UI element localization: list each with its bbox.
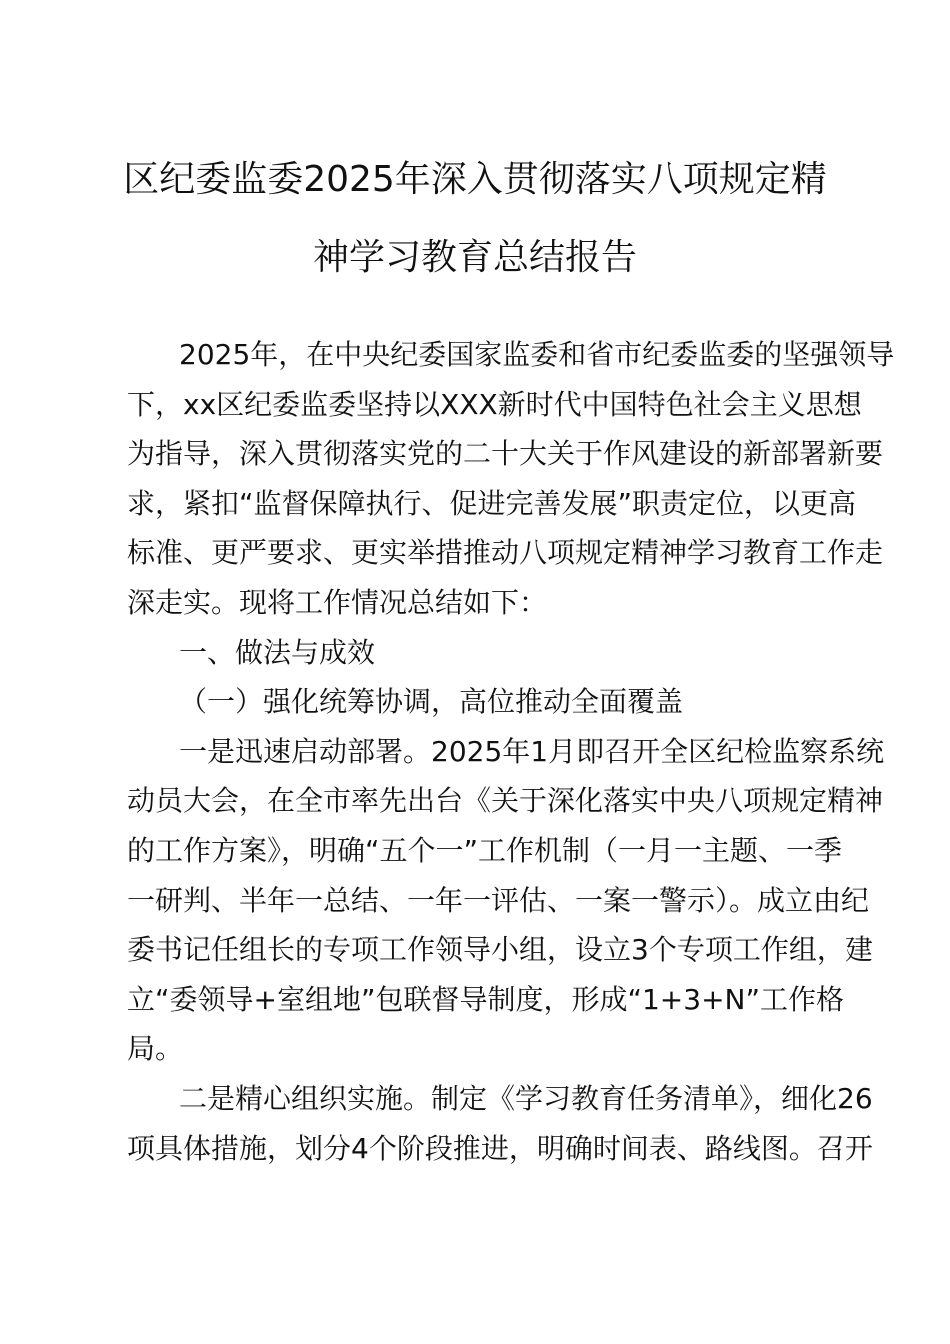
body-line: 求，紧扣“监督保障执行、促进完善发展”职责定位，以更高 [127, 486, 857, 520]
title-line-2: 神学习教育总结报告 [312, 237, 637, 278]
body-line: （一）强化统筹协调，高位推动全面覆盖 [179, 685, 684, 719]
body-line: 2025年，在中央纪委国家监委和省市纪委监委的坚强领导 [179, 338, 895, 371]
document-title [100, 141, 850, 297]
body-line: 一研判、半年一总结、一年一评估、一案一警示）。成立由纪 [127, 883, 870, 917]
body-line: 下，xx区纪委监委坚持以XXX新时代中国特色社会主义思想 [127, 387, 862, 421]
body-line: 立“委领导+室组地”包联督导制度，形成“1+3+N”工作格 [127, 982, 844, 1016]
body-line: 委书记任组长的专项工作领导小组，设立3个专项工作组，建 [127, 933, 873, 967]
title-line-1: 区纪委监委2025年深入贯彻落实八项规定精 [123, 159, 827, 200]
body-line: 二是精心组织实施。制定《学习教育任务清单》，细化26 [179, 1081, 873, 1115]
body-line: 项具体措施，划分4个阶段推进，明确时间表、路线图。召开 [127, 1131, 873, 1165]
body-line: 深走实。现将工作情况总结如下： [127, 585, 548, 619]
body-line: 动员大会，在全市率先出台《关于深化落实中央八项规定精神 [127, 784, 884, 818]
body-line: 的工作方案》，明确“五个一”工作机制（一月一主题、一季 [127, 833, 843, 867]
body-line: 为指导，深入贯彻落实党的二十大关于作风建设的新部署新要 [127, 437, 884, 471]
body-line: 一、做法与成效 [179, 635, 376, 669]
body-line: 局。 [127, 1032, 184, 1066]
document-body [127, 330, 895, 1173]
body-line: 标准、更严要求、更实举措推动八项规定精神学习教育工作走 [127, 536, 884, 570]
body-line: 一是迅速启动部署。2025年1月即召开全区纪检监察系统 [179, 734, 885, 768]
